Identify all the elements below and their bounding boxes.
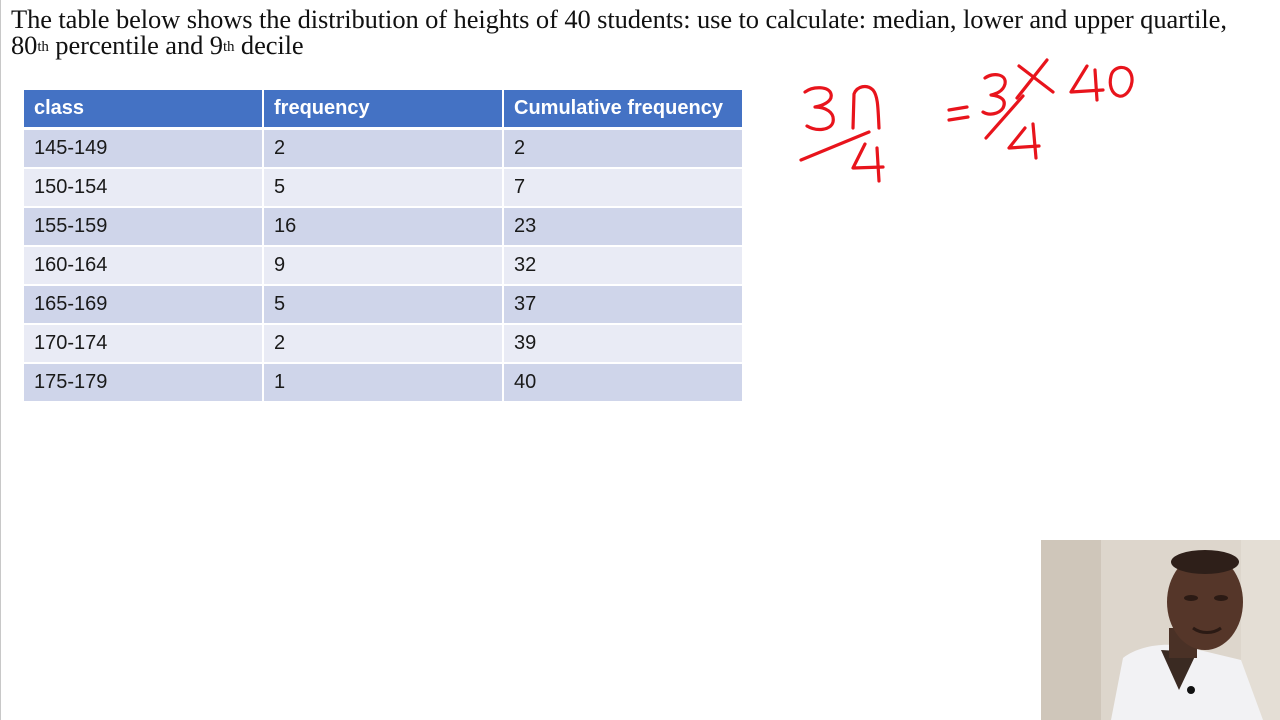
cell-cumulative: 32: [503, 246, 742, 285]
cell-cumulative: 39: [503, 324, 742, 363]
cell-frequency: 2: [263, 129, 503, 169]
table-row: [24, 324, 742, 363]
question-part-1: The table below shows the distribution of heights of 40 students: use to calculate: median, lower and upper quartile, 80: [11, 4, 1227, 60]
presenter-webcam: [1041, 540, 1280, 720]
header-cumulative-frequency: Cumulative frequency: [503, 90, 742, 129]
ink-digit-0: [1110, 67, 1132, 96]
ink-letter-n: [853, 87, 879, 128]
table-row: [24, 363, 742, 402]
cell-frequency: 9: [263, 246, 503, 285]
cell-frequency: 2: [263, 324, 503, 363]
cell-class: 160-164: [24, 246, 263, 285]
question-superscript-2: th: [222, 39, 235, 55]
cell-class: 165-169: [24, 285, 263, 324]
cell-class: 150-154: [24, 168, 263, 207]
table-row: [24, 285, 742, 324]
cell-cumulative: 37: [503, 285, 742, 324]
presenter-image: [1041, 540, 1280, 720]
ink-times-b: [1017, 60, 1047, 98]
header-class: class: [24, 90, 263, 129]
cell-frequency: 5: [263, 168, 503, 207]
table-header-row: [24, 90, 742, 129]
handwritten-annotation: [781, 50, 1161, 200]
question-part-2: percentile and 9: [48, 30, 223, 60]
cell-cumulative: 40: [503, 363, 742, 402]
cell-frequency: 16: [263, 207, 503, 246]
ink-digit-4-e: [1071, 66, 1103, 92]
ink-digit-4-f: [1095, 70, 1097, 100]
ink-equals-top: [949, 107, 967, 110]
question-part-3: decile: [234, 30, 304, 60]
ink-digit-4-d: [1033, 124, 1036, 158]
frequency-table: [24, 90, 742, 403]
cell-frequency: 1: [263, 363, 503, 402]
ink-equals-bottom: [949, 117, 968, 120]
cell-cumulative: 2: [503, 129, 742, 169]
ink-digit-3: [805, 88, 833, 130]
cell-class: 155-159: [24, 207, 263, 246]
cell-cumulative: 7: [503, 168, 742, 207]
cell-cumulative: 23: [503, 207, 742, 246]
cell-class: 145-149: [24, 129, 263, 169]
question-superscript-1: th: [37, 39, 49, 55]
header-frequency: frequency: [263, 90, 503, 129]
cell-frequency: 5: [263, 285, 503, 324]
table-row: [24, 129, 742, 169]
table-row: [24, 207, 742, 246]
table-row: [24, 168, 742, 207]
ink-digit-4-b: [877, 148, 879, 181]
cell-class: 175-179: [24, 363, 263, 402]
ink-digit-3-b: [983, 75, 1005, 114]
cell-class: 170-174: [24, 324, 263, 363]
table-row: [24, 246, 742, 285]
